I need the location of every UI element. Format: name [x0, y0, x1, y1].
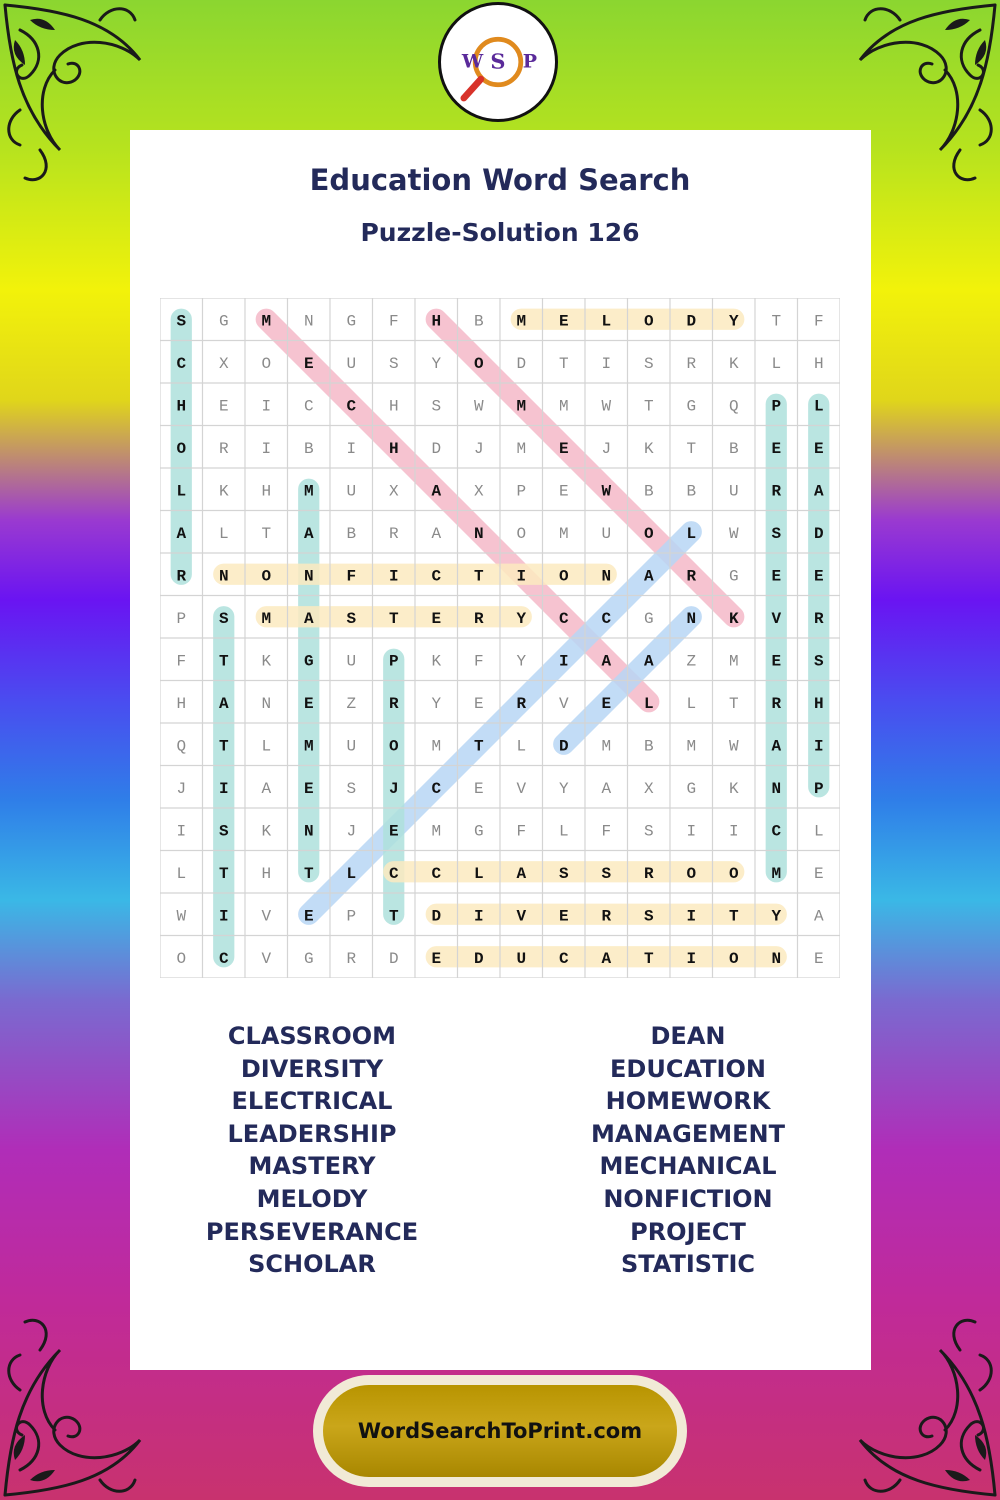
grid-cell: F	[176, 652, 187, 671]
grid-cell: R	[346, 949, 357, 968]
word-list-item: SCHOLAR	[248, 1250, 376, 1279]
word-list-item: NONFICTION	[603, 1184, 773, 1213]
grid-cell: T	[728, 694, 739, 713]
grid-cell: F	[388, 312, 399, 331]
grid-cell: K	[431, 652, 442, 671]
grid-cell: S	[643, 354, 654, 373]
grid-cell: Y	[516, 609, 527, 628]
grid-cell: G	[346, 312, 357, 331]
grid-cell: H	[431, 312, 442, 331]
grid-cell: L	[813, 397, 824, 416]
grid-cell: W	[728, 524, 739, 543]
grid-cell: B	[686, 482, 697, 501]
grid-cell: S	[218, 822, 229, 841]
grid-cell: Q	[176, 737, 187, 756]
flourish-icon	[0, 0, 150, 190]
grid-cell: C	[558, 609, 569, 628]
grid-cell: M	[431, 822, 442, 841]
grid-cell: G	[303, 949, 314, 968]
grid-cell: R	[771, 694, 782, 713]
grid-cell: O	[558, 567, 569, 586]
grid-cell: I	[218, 907, 229, 926]
grid-cell: D	[431, 907, 442, 926]
grid-cell: O	[473, 354, 484, 373]
grid-cell: N	[218, 567, 229, 586]
grid-cell: E	[813, 864, 824, 883]
grid-cell: X	[218, 354, 229, 373]
grid-cell: M	[558, 524, 569, 543]
grid-cell: P	[346, 907, 357, 926]
grid-cell: O	[728, 864, 739, 883]
grid-cell: O	[261, 567, 272, 586]
grid-cell: N	[771, 779, 782, 798]
grid-cell: A	[643, 652, 654, 671]
grid-cell: D	[516, 354, 527, 373]
grid-cell: O	[176, 949, 187, 968]
grid-cell: K	[218, 482, 229, 501]
grid-cell: I	[728, 822, 739, 841]
grid-cell: M	[303, 737, 314, 756]
grid-cell: J	[601, 439, 612, 458]
grid-cell: G	[728, 567, 739, 586]
grid-cell: O	[176, 439, 187, 458]
grid-cell: A	[813, 482, 824, 501]
word-list-item: MECHANICAL	[599, 1152, 777, 1181]
grid-cell: O	[261, 354, 272, 373]
grid-cell: J	[346, 822, 357, 841]
grid-cell: R	[516, 694, 527, 713]
grid-cell: L	[176, 864, 187, 883]
grid-cell: E	[431, 609, 442, 628]
word-list-item: MELODY	[256, 1184, 368, 1213]
grid-cell: M	[516, 312, 527, 331]
grid-cell: L	[558, 822, 569, 841]
grid-cell: F	[813, 312, 824, 331]
word-list-right	[538, 1020, 838, 1281]
grid-cell: E	[771, 439, 782, 458]
grid-cell: I	[686, 907, 697, 926]
grid-cell: E	[303, 354, 314, 373]
grid-cell: W	[473, 397, 484, 416]
grid-cell: W	[601, 397, 612, 416]
word-list-left	[162, 1020, 462, 1281]
grid-cell: I	[261, 397, 272, 416]
grid-cell: Y	[558, 779, 569, 798]
grid-cell: L	[643, 694, 654, 713]
grid-cell: E	[813, 439, 824, 458]
ornament-top-left	[0, 0, 150, 190]
grid-cell: E	[473, 694, 484, 713]
grid-cell: M	[686, 737, 697, 756]
grid-cell: T	[218, 737, 229, 756]
grid-cell: I	[218, 779, 229, 798]
grid-cell: F	[473, 652, 484, 671]
grid-cell: H	[176, 397, 187, 416]
grid-cell: G	[686, 397, 697, 416]
grid-cell: H	[813, 694, 824, 713]
grid-cell: E	[473, 779, 484, 798]
grid-cell: M	[516, 397, 527, 416]
grid-cell: S	[176, 312, 187, 331]
grid-cell: R	[473, 609, 484, 628]
word-list-item: PROJECT	[630, 1217, 746, 1246]
grid-cell: I	[388, 567, 399, 586]
flourish-icon	[0, 1310, 150, 1500]
grid-cell: J	[473, 439, 484, 458]
grid-cell: O	[686, 864, 697, 883]
grid-cell: I	[176, 822, 187, 841]
grid-cell: A	[771, 737, 782, 756]
grid-cell: E	[558, 439, 569, 458]
grid-cell: C	[176, 354, 187, 373]
grid-cell: T	[218, 652, 229, 671]
word-list-item: PERSEVERANCE	[205, 1217, 419, 1246]
grid-cell: H	[261, 482, 272, 501]
grid-cell: S	[813, 652, 824, 671]
logo-letter-p: P	[522, 50, 537, 73]
grid-cell: Y	[771, 907, 782, 926]
grid-cell: L	[218, 524, 229, 543]
grid-cell: C	[346, 397, 357, 416]
grid-cell: T	[643, 949, 654, 968]
grid-cell: T	[388, 907, 399, 926]
grid-cell: E	[813, 949, 824, 968]
grid-cell: I	[686, 949, 697, 968]
grid-cell: I	[261, 439, 272, 458]
grid-cell: D	[473, 949, 484, 968]
grid-cell: R	[601, 907, 612, 926]
grid-cell: N	[601, 567, 612, 586]
website-banner[interactable]	[323, 1385, 677, 1477]
page-title: Education Word Search	[309, 163, 691, 197]
grid-cell: A	[218, 694, 229, 713]
grid-cell: A	[176, 524, 187, 543]
grid-cell: K	[728, 779, 739, 798]
grid-cell: L	[686, 524, 697, 543]
word-list-item: ELECTRICAL	[231, 1087, 393, 1116]
grid-cell: G	[643, 609, 654, 628]
grid-cell: R	[388, 694, 399, 713]
flourish-icon	[850, 0, 1000, 190]
grid-cell: S	[601, 864, 612, 883]
grid-cell: F	[601, 822, 612, 841]
grid-cell: Q	[728, 397, 739, 416]
grid-cell: T	[303, 864, 314, 883]
grid-cell: V	[516, 779, 527, 798]
grid-cell: C	[388, 864, 399, 883]
grid-cell: P	[516, 482, 527, 501]
grid-cell: T	[261, 524, 272, 543]
grid-cell: O	[388, 737, 399, 756]
grid-cell: R	[176, 567, 187, 586]
grid-cell: S	[388, 354, 399, 373]
grid-cell: C	[601, 609, 612, 628]
grid-svg	[160, 298, 840, 978]
grid-cell: P	[771, 397, 782, 416]
grid-cell: C	[771, 822, 782, 841]
grid-cell: A	[813, 907, 824, 926]
word-list-item: DIVERSITY	[240, 1054, 384, 1083]
grid-cell: K	[728, 354, 739, 373]
grid-cell: Y	[728, 312, 739, 331]
grid-cell: M	[771, 864, 782, 883]
grid-cell: P	[388, 652, 399, 671]
grid-cell: K	[643, 439, 654, 458]
grid-cell: V	[261, 907, 272, 926]
grid-cell: I	[601, 354, 612, 373]
word-list-item: HOMEWORK	[605, 1087, 771, 1116]
grid-cell: A	[261, 779, 272, 798]
grid-cell: E	[813, 567, 824, 586]
word-list-item: DEAN	[650, 1022, 726, 1050]
grid-cell: R	[218, 439, 229, 458]
grid-cell: N	[303, 822, 314, 841]
grid-cell: C	[218, 949, 229, 968]
grid-cell: S	[643, 822, 654, 841]
grid-cell: S	[558, 864, 569, 883]
grid-cell: M	[303, 482, 314, 501]
grid-cell: C	[431, 567, 442, 586]
grid-cell: H	[813, 354, 824, 373]
grid-cell: B	[728, 439, 739, 458]
flourish-icon	[850, 1310, 1000, 1500]
grid-cell: T	[728, 907, 739, 926]
grid-cell: X	[388, 482, 399, 501]
grid-cell: I	[558, 652, 569, 671]
grid-cell: C	[431, 779, 442, 798]
grid-cell: E	[303, 907, 314, 926]
grid-cell: U	[346, 482, 357, 501]
word-search-grid	[160, 298, 840, 978]
grid-cell: E	[558, 907, 569, 926]
grid-cell: G	[473, 822, 484, 841]
grid-cell: W	[728, 737, 739, 756]
grid-cell: M	[728, 652, 739, 671]
wsp-logo[interactable]	[438, 2, 558, 122]
grid-cell: D	[431, 439, 442, 458]
grid-cell: A	[303, 524, 314, 543]
grid-cell: A	[643, 567, 654, 586]
grid-cell: S	[431, 397, 442, 416]
grid-cell: C	[303, 397, 314, 416]
grid-cell: D	[686, 312, 697, 331]
grid-cell: H	[388, 397, 399, 416]
grid-cell: T	[473, 567, 484, 586]
grid-cell: A	[431, 524, 442, 543]
grid-cell: E	[601, 694, 612, 713]
grid-cell: L	[813, 822, 824, 841]
grid-cell: L	[686, 694, 697, 713]
grid-cell: S	[346, 609, 357, 628]
grid-cell: O	[643, 312, 654, 331]
grid-cell: V	[771, 609, 782, 628]
website-link[interactable]: WordSearchToPrint.com	[357, 1419, 643, 1443]
grid-cell: T	[558, 354, 569, 373]
grid-cell: I	[516, 567, 527, 586]
grid-cell: R	[813, 609, 824, 628]
grid-cell: F	[516, 822, 527, 841]
grid-cell: T	[388, 609, 399, 628]
grid-cell: E	[303, 694, 314, 713]
grid-cell: M	[431, 737, 442, 756]
grid-cell: K	[261, 822, 272, 841]
grid-cell: T	[473, 737, 484, 756]
grid-cell: O	[516, 524, 527, 543]
grid-cell: I	[686, 822, 697, 841]
grid-cell: E	[431, 949, 442, 968]
grid-cell: N	[303, 312, 314, 331]
grid-cell: Y	[516, 652, 527, 671]
grid-cell: M	[261, 609, 272, 628]
word-list-item: MANAGEMENT	[591, 1119, 785, 1148]
logo-letter-s: S	[490, 48, 506, 74]
grid-cell: T	[771, 312, 782, 331]
grid-cell: M	[558, 397, 569, 416]
grid-cell: E	[771, 567, 782, 586]
grid-cell: P	[176, 609, 187, 628]
grid-cell: N	[686, 609, 697, 628]
grid-cell: A	[431, 482, 442, 501]
grid-cell: C	[558, 949, 569, 968]
word-list-item: EDUCATION	[610, 1054, 766, 1083]
grid-cell: V	[558, 694, 569, 713]
grid-cell: L	[516, 737, 527, 756]
grid-cell: S	[218, 609, 229, 628]
grid-cell: N	[473, 524, 484, 543]
grid-cell: B	[303, 439, 314, 458]
grid-cell: L	[601, 312, 612, 331]
word-list-item: LEADERSHIP	[227, 1119, 397, 1148]
grid-cell: A	[303, 609, 314, 628]
grid-cell: X	[643, 779, 654, 798]
grid-cell: B	[643, 737, 654, 756]
grid-cell: Y	[431, 354, 442, 373]
grid-cell: B	[346, 524, 357, 543]
grid-cell: T	[218, 864, 229, 883]
grid-cell: H	[388, 439, 399, 458]
grid-cell: V	[516, 907, 527, 926]
grid-cell: D	[558, 737, 569, 756]
grid-cell: A	[601, 949, 612, 968]
grid-cell: M	[601, 737, 612, 756]
grid-cell: N	[303, 567, 314, 586]
grid-cell: W	[601, 482, 612, 501]
page-subtitle: Puzzle-Solution 126	[360, 218, 640, 247]
grid-cell: A	[601, 652, 612, 671]
grid-cell: N	[261, 694, 272, 713]
grid-cell: I	[473, 907, 484, 926]
grid-cell: L	[346, 864, 357, 883]
word-list-item: MASTERY	[248, 1152, 376, 1181]
grid-cell: B	[473, 312, 484, 331]
grid-cell: H	[176, 694, 187, 713]
grid-cell: F	[346, 567, 357, 586]
grid-cell: J	[176, 779, 187, 798]
grid-cell: T	[643, 397, 654, 416]
grid-cell: U	[346, 652, 357, 671]
grid-cell: L	[473, 864, 484, 883]
grid-cell: V	[261, 949, 272, 968]
grid-cell: M	[516, 439, 527, 458]
grid-cell: U	[346, 354, 357, 373]
grid-cell: W	[176, 907, 187, 926]
grid-cell: G	[218, 312, 229, 331]
grid-cell: S	[771, 524, 782, 543]
grid-cell: D	[388, 949, 399, 968]
grid-cell: M	[261, 312, 272, 331]
grid-cell: A	[601, 779, 612, 798]
grid-cell: R	[388, 524, 399, 543]
grid-cell: E	[558, 482, 569, 501]
grid-cell: J	[388, 779, 399, 798]
grid-cell: E	[558, 312, 569, 331]
grid-cell: B	[643, 482, 654, 501]
grid-cell: Y	[431, 694, 442, 713]
grid-cell: E	[388, 822, 399, 841]
grid-cell: O	[728, 949, 739, 968]
grid-cell: R	[643, 864, 654, 883]
grid-cell: L	[771, 354, 782, 373]
grid-cell: E	[771, 652, 782, 671]
grid-cell: X	[473, 482, 484, 501]
grid-cell: O	[643, 524, 654, 543]
grid-cell: G	[686, 779, 697, 798]
grid-cell: K	[728, 609, 739, 628]
ornament-bottom-left	[0, 1310, 150, 1500]
word-list-item: STATISTIC	[620, 1250, 755, 1279]
grid-cell: L	[176, 482, 187, 501]
grid-cell: P	[813, 779, 824, 798]
grid-cell: U	[516, 949, 527, 968]
ornament-bottom-right	[850, 1310, 1000, 1500]
grid-cell: L	[261, 737, 272, 756]
grid-cell: A	[516, 864, 527, 883]
grid-cell: G	[303, 652, 314, 671]
ornament-top-right	[850, 0, 1000, 190]
grid-cell: U	[728, 482, 739, 501]
grid-cell: U	[601, 524, 612, 543]
grid-cell: I	[346, 439, 357, 458]
grid-cell: N	[771, 949, 782, 968]
grid-cell: S	[346, 779, 357, 798]
grid-cell: R	[771, 482, 782, 501]
grid-cell: E	[218, 397, 229, 416]
grid-cell: S	[643, 907, 654, 926]
grid-cell: I	[813, 737, 824, 756]
grid-cell: E	[303, 779, 314, 798]
grid-cell: U	[346, 737, 357, 756]
grid-cell: R	[686, 567, 697, 586]
grid-cell: Z	[686, 652, 697, 671]
grid-cell: Z	[346, 694, 357, 713]
grid-cell: T	[686, 439, 697, 458]
grid-cell: C	[431, 864, 442, 883]
logo-letter-w: W	[461, 50, 484, 73]
grid-cell: R	[686, 354, 697, 373]
word-list-item: CLASSROOM	[227, 1022, 397, 1050]
grid-cell: K	[261, 652, 272, 671]
grid-cell: D	[813, 524, 824, 543]
grid-cell: H	[261, 864, 272, 883]
